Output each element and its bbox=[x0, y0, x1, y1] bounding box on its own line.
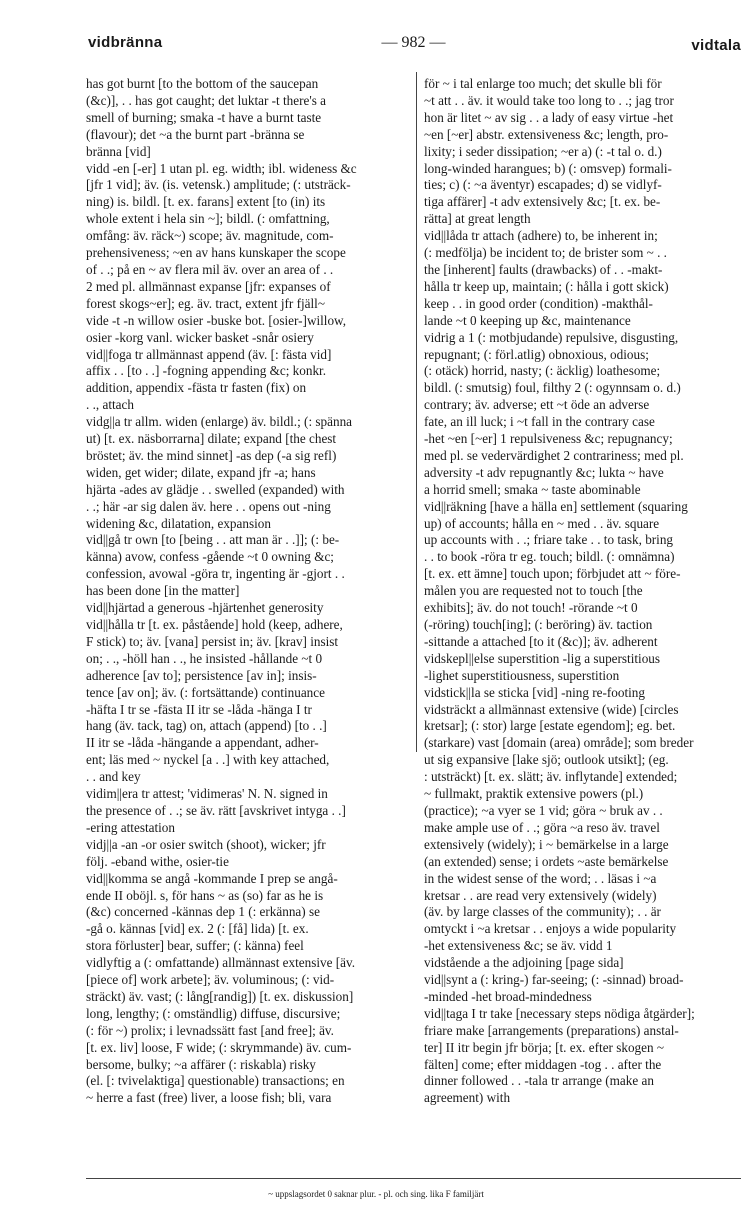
dictionary-line: [piece of] work arbete]; äv. voluminous; (: vid- bbox=[86, 972, 335, 988]
dictionary-line: vidim||era tr attest; 'vidimeras' N. N. signed in bbox=[86, 786, 328, 802]
dictionary-line: ~en [~er] abstr. extensiveness &c; length, pro- bbox=[424, 126, 669, 142]
dictionary-line: 2 med pl. allmännast expanse [jfr: expanses of bbox=[86, 278, 331, 294]
dictionary-line: tiga affärer] -t adv extensively &c; [t. ex. be- bbox=[424, 194, 661, 210]
dictionary-line: friare make [arrangements (preparations) anstal- bbox=[424, 1022, 679, 1038]
dictionary-line: adherence [av to]; persistence [av in]; insis- bbox=[86, 667, 317, 683]
dictionary-line: rätta] at great length bbox=[424, 211, 531, 227]
dictionary-line: (-röring) touch[ing]; (: beröring) äv. taction bbox=[424, 617, 653, 632]
dictionary-line: lande ~t 0 keeping up &c, maintenance bbox=[424, 312, 631, 328]
dictionary-line: (: otäck) horrid, nasty; (: äcklig) loathesome; bbox=[424, 363, 661, 379]
dictionary-line: affix . . [to . .] -fogning appending &c; konkr. bbox=[86, 363, 327, 379]
dictionary-line: (: för ~) prolix; i levnadssätt fast [and free]; äv. bbox=[86, 1022, 334, 1038]
dictionary-line: stora förluster] bear, suffer; (: känna) feel bbox=[86, 938, 304, 954]
dictionary-line: (&c) concerned -kännas dep 1 (: erkänna) se bbox=[86, 904, 320, 920]
dictionary-line: hjärta -ades av glädje . . swelled (expanded) with bbox=[86, 481, 345, 497]
dictionary-line: sträckt) äv. vast; (: lång[randig]) [t. ex. diskussion] bbox=[86, 988, 354, 1004]
dictionary-line: osier -korg vanl. wicker basket -snår osiery bbox=[86, 329, 314, 345]
dictionary-line: forest skogs~er]; eg. äv. tract, extent jfr fjäll~ bbox=[86, 295, 325, 311]
dictionary-line: [t. ex. ett ämne] touch upon; förbjudet att ~ före- bbox=[424, 566, 681, 582]
dictionary-line: exhibits]; äv. do not touch! -rörande ~t 0 bbox=[424, 600, 638, 616]
right-running-headword: vidtala bbox=[691, 37, 741, 54]
dictionary-line: the presence of . .; se äv. rätt [avskrivet intyga . .] bbox=[86, 802, 346, 818]
page-header bbox=[86, 34, 741, 60]
dictionary-line: has got burnt [to the bottom of the saucepan bbox=[86, 76, 319, 91]
dictionary-line: målen you are requested not to touch [the bbox=[424, 583, 643, 599]
left-column bbox=[86, 76, 409, 1107]
dictionary-line: ties; c) (: ~a äventyr) escapades; d) se vidlyf- bbox=[424, 177, 662, 193]
dictionary-line: vid||gå tr own [to [being . . att man är . .]]; (: be- bbox=[86, 532, 340, 548]
dictionary-line: -het extensiveness &c; se äv. vidd 1 bbox=[424, 938, 613, 954]
dictionary-line: -ering attestation bbox=[86, 819, 175, 835]
dictionary-line: (an extended) sense; i ordets ~aste bemärkelse bbox=[424, 853, 669, 869]
dictionary-line: has been done [in the matter] bbox=[86, 583, 240, 599]
dictionary-line: (el. [: tvivelaktiga] questionable) transactions; en bbox=[86, 1073, 345, 1089]
dictionary-line: vidrig a 1 (: motbjudande) repulsive, disgusting, bbox=[424, 329, 679, 345]
dictionary-line: extensively (widely); i ~ bemärkelse in a large bbox=[424, 836, 669, 852]
dictionary-line: hang (äv. tack, tag) on, attach (append) [to . .] bbox=[86, 718, 327, 734]
dictionary-line: ~ fullmakt, praktik extensive powers (pl.) bbox=[424, 786, 644, 802]
dictionary-line: (: medfölja) be incident to; de brister som ~ . . bbox=[424, 245, 667, 261]
dictionary-line: följ. -eband withe, osier-tie bbox=[86, 853, 229, 869]
dictionary-line: känna) avow, confess -gående ~t 0 owning &c; bbox=[86, 549, 334, 565]
dictionary-line: widen, get wider; dilate, expand jfr -a; hans bbox=[86, 464, 316, 480]
dictionary-line: ter] II itr begin jfr börja; [t. ex. efter skogen ~ bbox=[424, 1039, 665, 1055]
dictionary-line: omfång: äv. räck~) scope; äv. magnitude, com- bbox=[86, 228, 334, 244]
dictionary-line: ent; läs med ~ nyckel [a . .] with key attached, bbox=[86, 752, 330, 768]
dictionary-line: dinner followed . . -tala tr arrange (make an bbox=[424, 1073, 654, 1089]
dictionary-line: ~ herre a fast (free) liver, a loose fish; bli, vara bbox=[86, 1090, 332, 1106]
dictionary-line: on; . ., -höll han . ., he insisted -hållande ~t 0 bbox=[86, 650, 323, 666]
dictionary-line: ning) is. bildl. [t. ex. farans] extent [to (in) its bbox=[86, 194, 326, 210]
dictionary-line: -häfta I tr se -fästa II itr se -låda -hänga I tr bbox=[86, 701, 312, 717]
dictionary-line: vidlyftig a (: omfattande) allmännast extensive [äv. bbox=[86, 955, 356, 971]
dictionary-line: omtyckt i ~a kretsar . . enjoys a wide popularity bbox=[424, 921, 677, 937]
dictionary-line: vid||foga tr allmännast append (äv. [: fästa vid] bbox=[86, 346, 332, 362]
dictionary-line: the [inherent] faults (drawbacks) of . . -makt- bbox=[424, 261, 663, 277]
dictionary-line: whole extent i hela sin ~]; bildl. (: omfattning, bbox=[86, 211, 330, 227]
abbreviation-key-footer: ~ uppslagsordet 0 saknar plur. - pl. och sing. lika F familjärt bbox=[268, 1189, 484, 1199]
dictionary-line: keep . . in good order (condition) -makthål- bbox=[424, 295, 653, 311]
dictionary-line: up) of accounts; hålla en ~ med . . äv. square bbox=[424, 515, 660, 531]
dictionary-line: hålla tr keep up, maintain; (: hålla i gott skick) bbox=[424, 278, 669, 294]
dictionary-line: bersome, bulky; ~a affärer (: riskabla) risky bbox=[86, 1056, 316, 1072]
page-number: — 982 — bbox=[381, 34, 446, 51]
right-column bbox=[424, 76, 742, 1107]
dictionary-line: tence [av on]; äv. (: fortsättande) continuance bbox=[86, 684, 325, 700]
dictionary-line: -het ~en [~er] 1 repulsiveness &c; repugnancy; bbox=[424, 431, 673, 447]
dictionary-line: vidstick||la se sticka [vid] -ning re-footing bbox=[424, 684, 645, 700]
dictionary-line: lixity; i seder dissipation; ~er a) (: -t tal o. d.) bbox=[424, 143, 662, 159]
dictionary-line: II itr se -låda -hängande a appendant, adher- bbox=[86, 735, 319, 751]
dictionary-line: contrary; äv. adverse; ett ~t öde an adverse bbox=[424, 397, 650, 413]
dictionary-line: vidsträckt a allmännast extensive (wide) [circles bbox=[424, 701, 679, 717]
dictionary-line: confession, avowal -göra tr, ingenting är -gjort . . bbox=[86, 566, 345, 582]
dictionary-line: vid||låda tr attach (adhere) to, be inherent in; bbox=[424, 228, 658, 244]
dictionary-line: (starkare) vast [domain (area) område]; som breder bbox=[424, 735, 694, 751]
dictionary-line: agreement) with bbox=[424, 1090, 511, 1106]
dictionary-line: fate, an ill luck; i ~t fall in the contrary case bbox=[424, 414, 655, 430]
dictionary-line: (practice); ~a vyer se 1 vid; göra ~ bruk av . . bbox=[424, 802, 663, 818]
dictionary-line: vidstående a the adjoining [page sida] bbox=[424, 955, 624, 971]
footer-rule bbox=[86, 1178, 741, 1179]
dictionary-line: widening &c, dilatation, expansion bbox=[86, 515, 271, 531]
dictionary-line: vidg||a tr allm. widen (enlarge) äv. bildl.; (: spänna bbox=[86, 414, 353, 430]
dictionary-line: long-winded harangues; b) (: omsvep) formali- bbox=[424, 160, 672, 176]
dictionary-line: (äv. by large classes of the community); . . är bbox=[424, 904, 661, 920]
dictionary-line: ~t att . . äv. it would take too long to . .; jag tror bbox=[424, 92, 674, 108]
dictionary-line: addition, appendix -fästa tr fasten (fix) on bbox=[86, 380, 307, 396]
dictionary-line: fälten] come; efter middagen -tog . . after the bbox=[424, 1056, 662, 1072]
dictionary-line: vidskepl||else superstition -lig a superstitious bbox=[424, 650, 661, 666]
dictionary-line: -lighet superstitiousness, superstition bbox=[424, 667, 620, 683]
dictionary-line: make ample use of . .; göra ~a reso äv. travel bbox=[424, 819, 660, 835]
dictionary-line: bildl. (: smutsig) foul, filthy 2 (: ogynnsam o. d.) bbox=[424, 380, 681, 396]
dictionary-line: för ~ i tal enlarge too much; det skulle bli för bbox=[424, 76, 662, 91]
dictionary-line: -gå o. kännas [vid] ex. 2 (: [få] lida) [t. ex. bbox=[86, 921, 309, 937]
dictionary-line: bröstet; äv. the mind sinnet] -as dep (-a sig refl) bbox=[86, 447, 337, 463]
dictionary-line: -sittande a attached [to it (&c)]; äv. adherent bbox=[424, 633, 658, 649]
dictionary-line: of . .; på en ~ av flera mil äv. over an area of . . bbox=[86, 261, 334, 277]
column-divider bbox=[416, 72, 417, 752]
dictionary-line: vid||komma se angå -kommande I prep se angå- bbox=[86, 870, 338, 886]
dictionary-line: in the widest sense of the word; . . läsas i ~a bbox=[424, 870, 657, 886]
dictionary-line: vide -t -n willow osier -buske bot. [osier-]willow, bbox=[86, 312, 347, 328]
dictionary-line: a horrid smell; smaka ~ taste abominable bbox=[424, 481, 641, 497]
dictionary-line: kretsar . . are read very extensively (widely) bbox=[424, 887, 657, 903]
dictionary-line: F stick) to; äv. [vana] persist in; äv. [krav] insist bbox=[86, 633, 339, 649]
dictionary-line: . .; här -ar sig dalen äv. here . . opens out -ning bbox=[86, 498, 331, 514]
dictionary-line: ut) [t. ex. näsborrarna] dilate; expand [the chest bbox=[86, 431, 337, 447]
dictionary-line: kretsar]; (: stor) large [estate egendom]; eg. bet. bbox=[424, 718, 676, 734]
dictionary-line: -minded -het broad-mindedness bbox=[424, 988, 592, 1004]
dictionary-line: (&c)], . . has got caught; det luktar -t there's a bbox=[86, 92, 327, 108]
dictionary-line: repugnant; (: förl.atlig) obnoxious, odious; bbox=[424, 346, 649, 362]
dictionary-line: vid||hålla tr [t. ex. påstående] hold (keep, adhere, bbox=[86, 617, 343, 632]
dictionary-line: vidd -en [-er] 1 utan pl. eg. width; ibl. wideness &c bbox=[86, 160, 357, 176]
dictionary-line: long, lengthy; (: omständlig) diffuse, discursive; bbox=[86, 1005, 341, 1021]
dictionary-line: : utsträckt) [t. ex. slätt; äv. inflytande] extended; bbox=[424, 769, 678, 785]
dictionary-line: adversity -t adv repugnantly &c; lukta ~ have bbox=[424, 464, 664, 480]
dictionary-line: vid||taga I tr take [necessary steps nödiga åtgärder]; bbox=[424, 1005, 695, 1021]
dictionary-line: vid||hjärtad a generous -hjärtenhet generosity bbox=[86, 600, 324, 616]
dictionary-line: (flavour); det ~a the burnt part -bränna se bbox=[86, 126, 305, 142]
dictionary-line: bränna [vid] bbox=[86, 143, 151, 159]
dictionary-line: med pl. se vedervärdighet 2 contrariness; med pl. bbox=[424, 447, 684, 463]
dictionary-line: [jfr 1 vid]; äv. (is. vetensk.) amplitude; (: utsträck- bbox=[86, 177, 351, 193]
dictionary-line: . ., attach bbox=[86, 397, 134, 413]
dictionary-line: vidj||a -an -or osier switch (shoot), wicker; jfr bbox=[86, 836, 326, 852]
left-running-headword: vidbränna bbox=[88, 34, 163, 51]
dictionary-line: up accounts with . .; friare take . . to task, bring bbox=[424, 532, 674, 548]
dictionary-line: prehensiveness; ~en av hans kunskaper the scope bbox=[86, 245, 346, 261]
dictionary-line: [t. ex. liv] loose, F wide; (: skrymmande) äv. cum- bbox=[86, 1039, 352, 1055]
dictionary-line: vid||synt a (: kring-) far-seeing; (: -sinnad) broad- bbox=[424, 972, 684, 988]
dictionary-line: vid||räkning [have a hälla en] settlement (squaring bbox=[424, 498, 688, 514]
dictionary-line: . . to book -röra tr eg. touch; bildl. (: omnämna) bbox=[424, 549, 675, 565]
dictionary-line: ut sig expansive [lake sjö; outlook utsikt]; (eg. bbox=[424, 752, 669, 768]
dictionary-line: smell of burning; smaka -t have a burnt taste bbox=[86, 109, 322, 125]
dictionary-line: hon är litet ~ av sig . . a lady of easy virtue -het bbox=[424, 109, 674, 125]
dictionary-line: ende II oböjl. s, för hans ~ as (so) far as he is bbox=[86, 887, 324, 903]
dictionary-line: . . and key bbox=[86, 769, 141, 785]
